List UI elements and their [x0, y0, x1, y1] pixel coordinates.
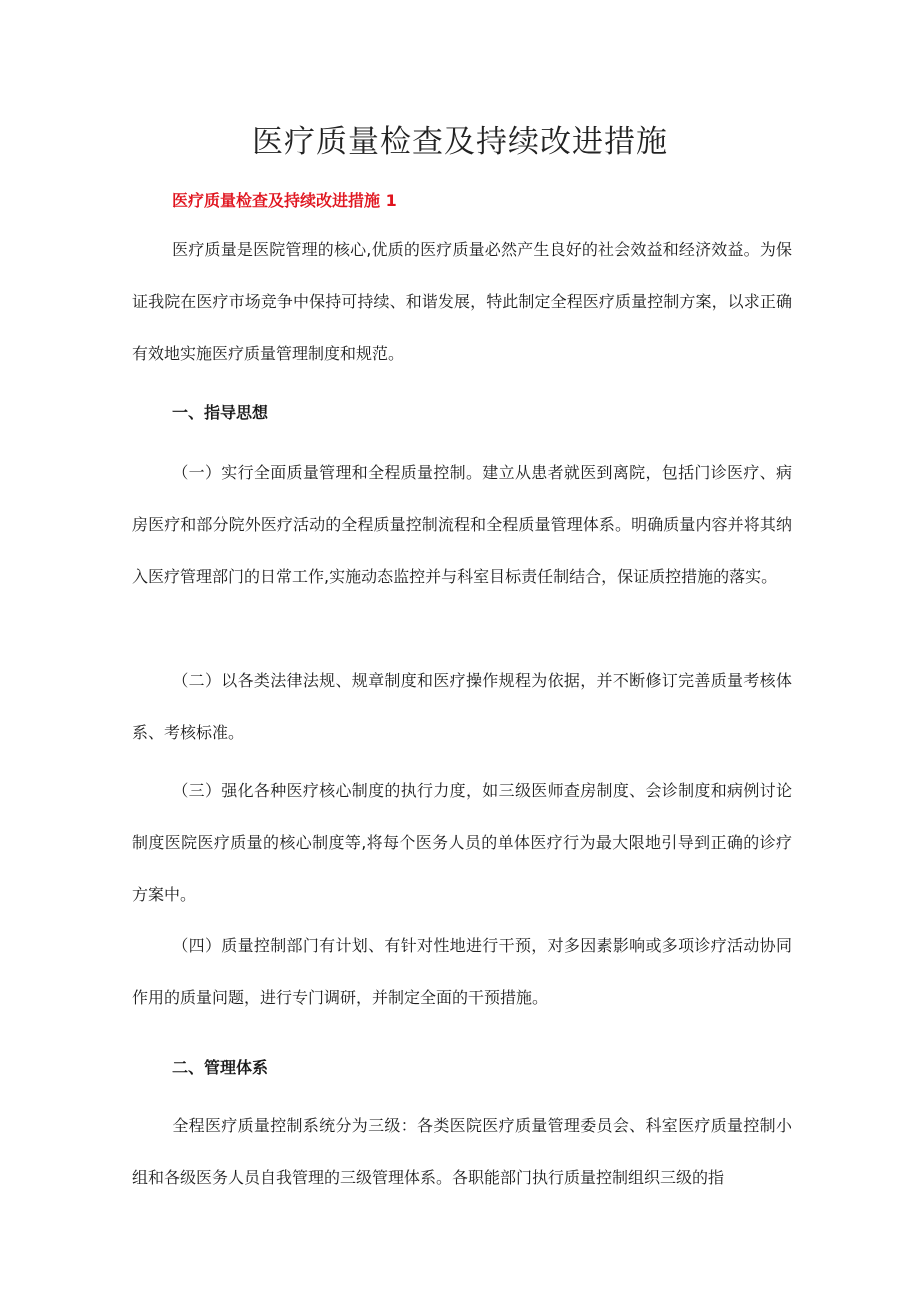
heading-management-system: 二、管理体系	[172, 1058, 269, 1077]
item-2-paragraph	[132, 655, 792, 759]
management-paragraph	[132, 1100, 792, 1204]
item-3-paragraph	[132, 765, 792, 921]
intro-paragraph	[132, 224, 792, 380]
item-2-text: （二）以各类法律法规、规章制度和医疗操作规程为依据，并不断修订完善质量考核体系、考核标准。	[132, 671, 792, 742]
item-4-paragraph	[132, 920, 792, 1024]
heading-guiding-ideology: 一、指导思想	[172, 403, 269, 422]
section-heading: 医疗质量检查及持续改进措施 1	[172, 191, 397, 210]
management-text: 全程医疗质量控制系统分为三级：各类医院医疗质量管理委员会、科室医疗质量控制小组和各级医务人员自我管理的三级管理体系。各职能部门执行质量控制组织三级的指	[132, 1116, 792, 1187]
item-1-paragraph	[132, 447, 792, 603]
item-3-text: （三）强化各种医疗核心制度的执行力度，如三级医师查房制度、会诊制度和病例讨论制度医院医疗质量的核心制度等,将每个医务人员的单体医疗行为最大限地引导到正确的诊疗方案中。	[132, 781, 792, 904]
item-4-text: （四）质量控制部门有计划、有针对性地进行干预，对多因素影响或多项诊疗活动协同作用的质量问题，进行专门调研，并制定全面的干预措施。	[132, 936, 792, 1007]
document-title: 医疗质量检查及持续改进措施	[252, 124, 668, 160]
intro-text: 医疗质量是医院管理的核心,优质的医疗质量必然产生良好的社会效益和经济效益。为保证我院在医疗市场竞争中保持可持续、和谐发展，特此制定全程医疗质量控制方案，以求正确有效地实施医疗质量管理制度和规范。	[132, 240, 792, 363]
item-1-text: （一）实行全面质量管理和全程质量控制。建立从患者就医到离院，包括门诊医疗、病房医疗和部分院外医疗活动的全程质量控制流程和全程质量管理体系。明确质量内容并将其纳入医疗管理部门的日常工作,实施动态监控并与科室目标责任制结合，保证质控措施的落实。	[132, 463, 792, 586]
